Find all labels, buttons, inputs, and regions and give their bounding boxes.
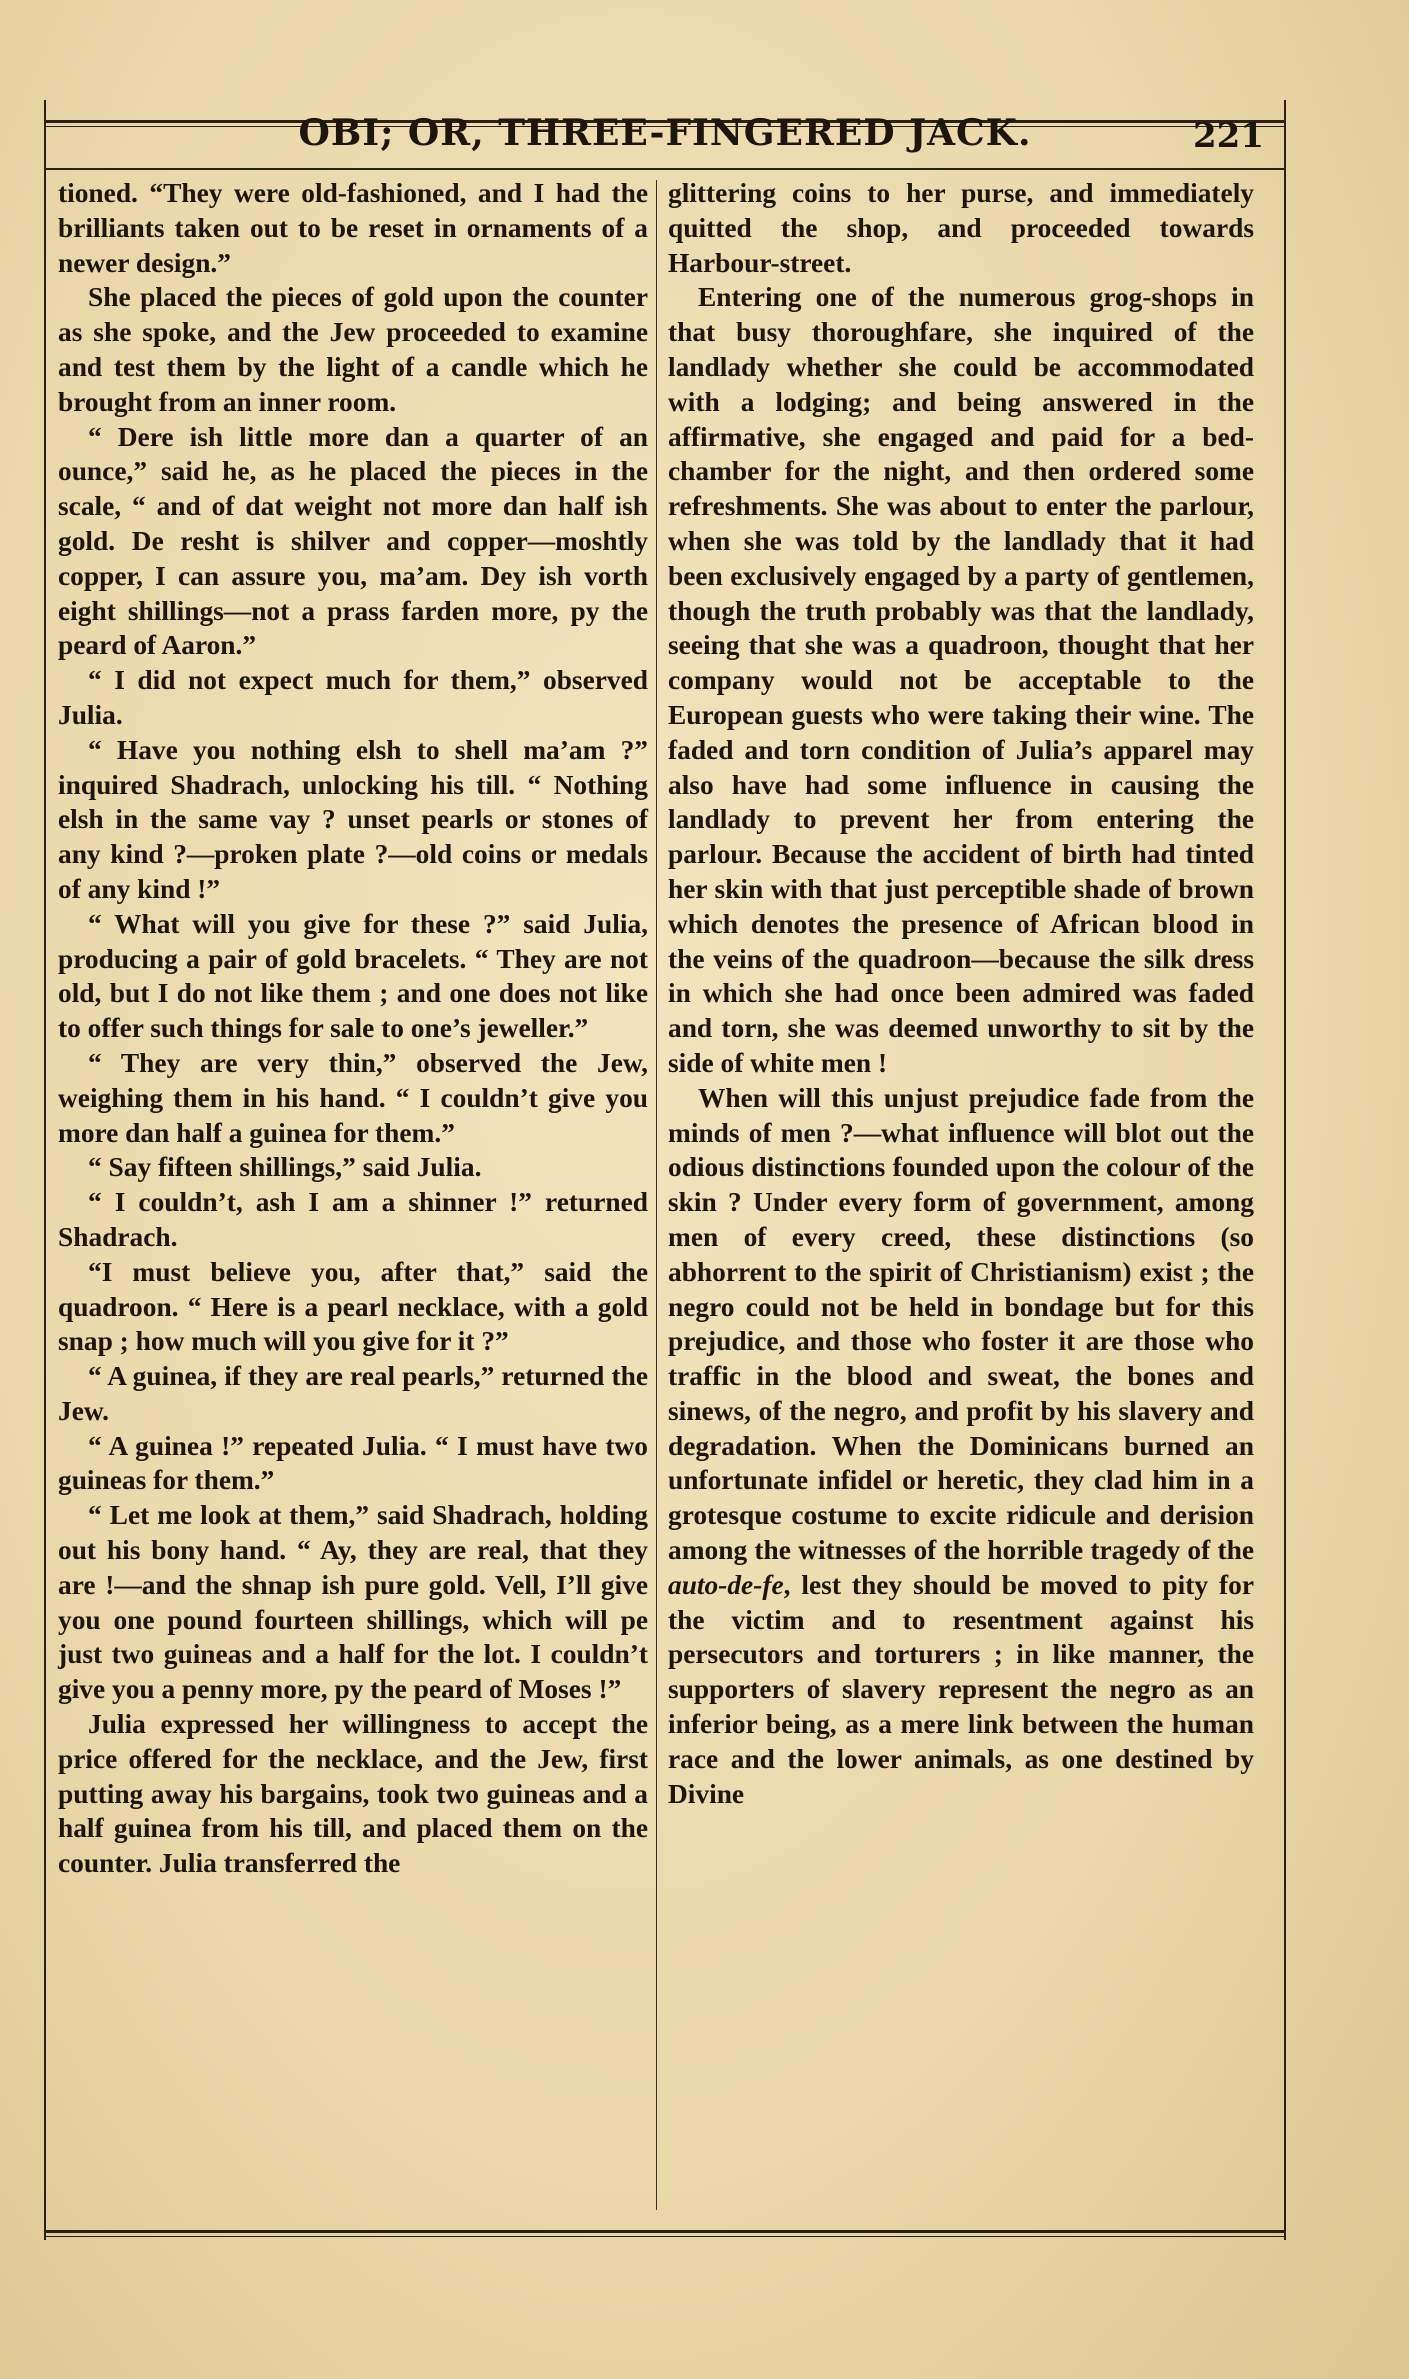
paragraph: “ A guinea, if they are real pearls,” returned the Jew. xyxy=(58,1361,648,1426)
paragraph-text: When will this unjust prejudice fade from the minds of men ?—what influence will blot out the odious distinctions founded upon the colour of the skin ? Under every form of government, among men of every creed, these distinctions (so abhorrent to the spirit of Christianism) exist ; the negro could not be held in bondage but for this prejudice, and those who foster it are those who traffic in the blood and sweat, the bones and sinews, of the negro, and profit by his slavery and degradation. When the Dominicans burned an unfortunate infidel or heretic, they clad him in a grotesque costume to excite ridicule and derision among the witnesses of the horrible tragedy of the xyxy=(668,1082,1254,1566)
paragraph: glittering coins to her purse, and immediately quitted the shop, and proceeded towards Harbour-street. xyxy=(668,178,1254,278)
right-column xyxy=(668,176,1254,1811)
column-divider xyxy=(656,180,657,2210)
paragraph: “ Let me look at them,” said Shadrach, holding out his bony hand. “ Ay, they are real, that they are !—and the shnap ish pure gold. Vell, I’ll give you one pound fourteen shillings, which will pe just two guineas and a half for the lot. I couldn’t give you a penny more, py the peard of Moses !” xyxy=(58,1500,648,1705)
paragraph: Julia expressed her willingness to accept the price offered for the necklace, and the Jew, first putting away his bargains, took two guineas and a half guinea from his till, and placed them on the counter. Julia transferred the xyxy=(58,1709,648,1879)
italic-term: auto-de-fe xyxy=(668,1569,784,1600)
running-title: OBI; OR, THREE-FINGERED JACK. xyxy=(298,112,1032,154)
paragraph: “ A guinea !” repeated Julia. “ I must have two guineas for them.” xyxy=(58,1430,648,1496)
paragraph: “ I did not expect much for them,” observed Julia. xyxy=(58,665,648,730)
running-header xyxy=(46,112,1284,162)
paragraph: “ Dere ish little more dan a quarter of an ounce,” said he, as he placed the pieces in the scale, “ and of dat weight not more dan half ish gold. De resht is shilver and copper—moshtly copper, I can assure you, ma’am. Dey ish vorth eight shillings—not a prass farden more, py the peard of Aaron.” xyxy=(58,421,648,661)
left-column xyxy=(58,176,648,1881)
paragraph: She placed the pieces of gold upon the counter as she spoke, and the Jew proceeded to examine and test them by the light of a candle which he brought from an inner room. xyxy=(58,282,648,417)
header-rule xyxy=(46,168,1286,170)
paragraph xyxy=(668,1081,1254,1812)
paragraph: “I must believe you, after that,” said the quadroon. “ Here is a pearl necklace, with a gold snap ; how much will you give for it ?” xyxy=(58,1256,648,1357)
left-border xyxy=(44,100,46,2240)
paragraph: “ Have you nothing elsh to shell ma’am ?” inquired Shadrach, unlocking his till. “ Nothing elsh in the same vay ? unset pearls or stones of any kind ?—proken plate ?—old coins or medals of any kind !” xyxy=(58,734,648,904)
page-number: 221 xyxy=(1193,116,1264,156)
paragraph: “ Say fifteen shillings,” said Julia. xyxy=(88,1152,482,1183)
right-border xyxy=(1284,100,1286,2240)
paragraph: “ They are very thin,” observed the Jew, weighing them in his hand. “ I couldn’t give you more dan half a guinea for them.” xyxy=(58,1047,648,1148)
paragraph: “ What will you give for these ?” said Julia, producing a pair of gold bracelets. “ They are not old, but I do not like them ; and one does not like to offer such things for sale to one’s jeweller.” xyxy=(58,908,648,1044)
paragraph: tioned. “They were old-fashioned, and I had the brilliants taken out to be reset in ornaments of a newer design.” xyxy=(58,178,648,278)
bottom-rule-thin xyxy=(46,2236,1286,2237)
paragraph: Entering one of the numerous grog-shops in that busy thoroughfare, she inquired of the landlady whether she could be accommodated with a lodging; and being answered in the affirmative, she engaged and paid for a bed-chamber for the night, and then ordered some refreshments. She was about to enter the parlour, when she was told by the landlady that it had been exclusively engaged by a party of gentlemen, though the truth probably was that the landlady, seeing that she was a quadroon, thought that her company would not be acceptable to the European guests who were taking their wine. The faded and torn condition of Julia’s apparel may also have had some influence in causing the landlady to prevent her from entering the parlour. Because the accident of birth had tinted her skin with that just perceptible shade of brown which denotes the presence of African blood in the veins of the quadroon—because the silk dress in which she had once been admired was faded and torn, she was deemed unworthy to sit by the side of white men ! xyxy=(668,282,1254,1078)
bottom-rule xyxy=(46,2230,1286,2233)
paragraph-text: , lest they should be moved to pity for the victim and to resentment against his persecutors and torturers ; in like manner, the supporters of slavery represent the negro as an inferior being, as a mere link between the human race and the lower animals, as one destined by Divine xyxy=(668,1569,1254,1809)
paragraph: “ I couldn’t, ash I am a shinner !” returned Shadrach. xyxy=(58,1187,648,1252)
